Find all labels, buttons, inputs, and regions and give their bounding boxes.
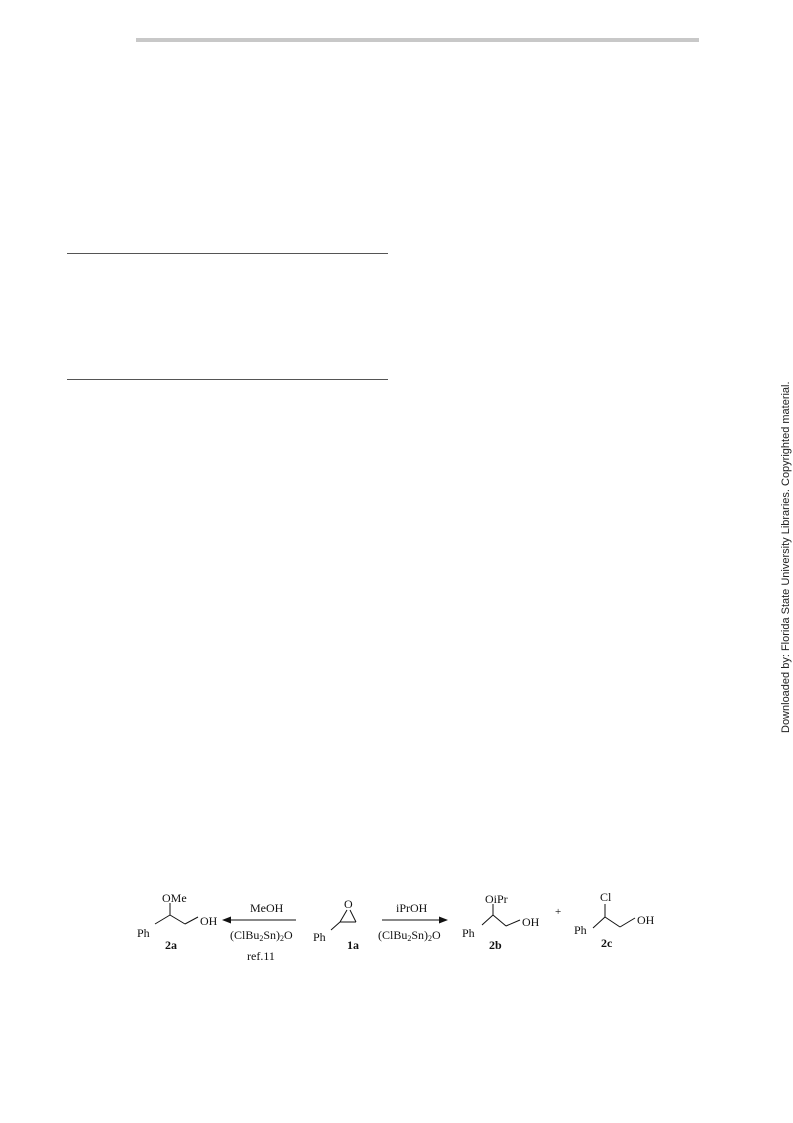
bond-2a-ch2 xyxy=(170,915,185,924)
label-2c-cl: Cl xyxy=(600,890,612,904)
catalyst-right: $(ClBu_2Sn)_2O$ xyxy=(378,928,441,943)
bond-2a-oh xyxy=(185,917,198,924)
label-1a-ph: Ph xyxy=(313,930,326,944)
label-2a-ome: OMe xyxy=(162,891,187,905)
plus-sign: + xyxy=(555,906,562,918)
arrow-left-head xyxy=(222,917,231,924)
bond-2b-ph xyxy=(482,915,493,925)
bond-2b-oh xyxy=(506,920,520,926)
label-2a-ph: Ph xyxy=(137,926,150,940)
header-bar xyxy=(136,38,699,42)
bond-2c-ch2 xyxy=(605,917,620,927)
label-2b-ph: Ph xyxy=(462,926,475,940)
catalyst-left: $(ClBu_2Sn)_2O$ xyxy=(230,928,293,943)
reagent-iproh: iPrOH xyxy=(396,901,428,915)
bond-2a-ph xyxy=(155,915,170,924)
bond-1a-ph xyxy=(331,922,340,930)
compound-label-2a: 2a xyxy=(165,938,177,952)
compound-label-1a: 1a xyxy=(347,938,359,952)
label-1a-oxygen: O xyxy=(344,897,353,911)
label-2a-oh: OH xyxy=(200,914,218,928)
label-2b-oipr: OiPr xyxy=(485,892,508,906)
bond-1a-ring-right xyxy=(350,910,356,922)
bond-2c-ph xyxy=(593,917,605,928)
compound-label-2b: 2b xyxy=(489,938,502,952)
compound-label-2c: 2c xyxy=(601,936,613,950)
reaction-scheme xyxy=(130,888,670,978)
label-2c-oh: OH xyxy=(637,913,655,927)
label-2b-oh: OH xyxy=(522,915,540,929)
bond-2c-oh xyxy=(620,918,635,927)
bond-2b-ch2 xyxy=(493,915,506,926)
download-watermark: Downloaded by: Florida State University Libraries. Copyrighted material. xyxy=(780,381,792,733)
table-rule-bottom xyxy=(67,379,388,380)
arrow-right-head xyxy=(439,917,448,924)
reference-label: ref.11 xyxy=(247,949,275,963)
reagent-meoh: MeOH xyxy=(250,901,284,915)
label-2c-ph: Ph xyxy=(574,923,587,937)
table-rule-top xyxy=(67,253,388,254)
bond-1a-ring-left xyxy=(340,910,347,922)
